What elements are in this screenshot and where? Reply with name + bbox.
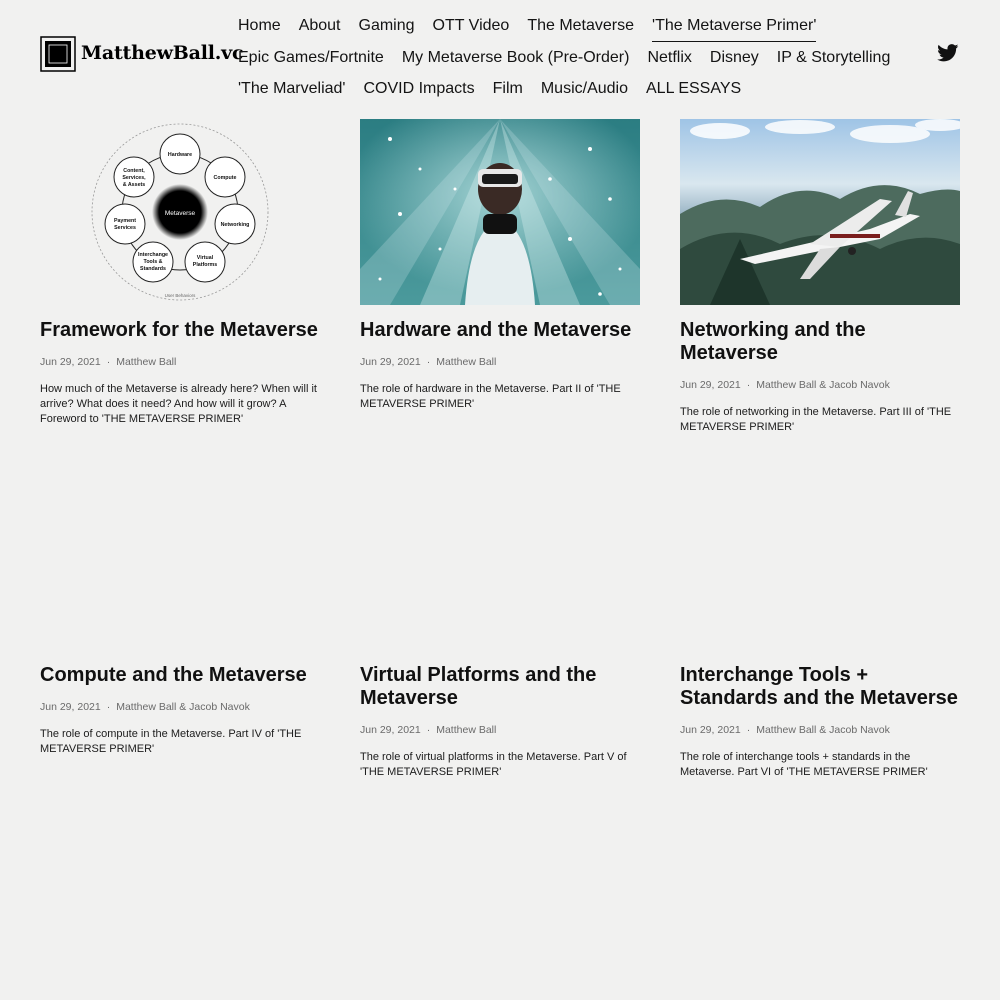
nav-item-covid-impacts[interactable]: COVID Impacts <box>363 80 475 98</box>
svg-text:& Assets: & Assets <box>122 182 146 188</box>
nav-item-ip-storytelling[interactable]: IP & Storytelling <box>776 48 891 66</box>
logo-mark-icon <box>40 36 74 70</box>
svg-text:Interchange: Interchange <box>137 252 169 258</box>
post-card <box>40 119 320 427</box>
post-title[interactable]: Hardware and the Metaverse <box>360 319 632 341</box>
main-nav <box>238 12 918 107</box>
post-author[interactable]: Matthew Ball & Jacob Navok <box>116 701 250 713</box>
post-date: Jun 29, 2021 <box>680 724 741 736</box>
meta-separator: · <box>746 724 751 736</box>
svg-text:Virtual: Virtual <box>196 255 214 261</box>
meta-separator: · <box>106 701 111 713</box>
nav-item-marveliad[interactable]: 'The Marveliad' <box>238 80 346 98</box>
diagram-center-label: Metaverse <box>164 210 196 217</box>
svg-text:Platforms: Platforms <box>192 262 218 268</box>
airplane-photo[interactable] <box>680 119 960 305</box>
site-title: MatthewBall.vc <box>81 42 244 64</box>
nav-item-the-metaverse[interactable]: The Metaverse <box>527 17 635 34</box>
post-date: Jun 29, 2021 <box>40 356 101 368</box>
post-title[interactable]: Networking and the Metaverse <box>680 319 866 364</box>
diagram-node-networking: Networking <box>220 222 250 228</box>
post-card <box>360 664 640 780</box>
diagram-node-compute: Compute <box>213 175 237 181</box>
svg-text:Payment: Payment <box>113 218 137 224</box>
nav-item-epic-games[interactable]: Epic Games/Fortnite <box>238 48 384 66</box>
meta-separator: · <box>426 724 431 736</box>
post-author[interactable]: Matthew Ball <box>116 356 177 368</box>
post-card <box>680 664 960 780</box>
svg-text:Tools &: Tools & <box>143 259 163 265</box>
post-meta <box>360 356 640 368</box>
nav-item-all-essays[interactable]: ALL ESSAYS <box>646 80 742 98</box>
meta-separator: · <box>746 379 751 391</box>
post-title[interactable]: Virtual Platforms and the Metaverse <box>360 664 597 709</box>
svg-text:Services: Services <box>114 225 136 231</box>
diagram-footer: User Behaviors <box>164 293 196 298</box>
svg-text:Standards: Standards <box>140 266 166 272</box>
post-date: Jun 29, 2021 <box>360 724 421 736</box>
post-meta <box>40 701 320 713</box>
vr-headset-photo[interactable] <box>360 119 640 305</box>
metaverse-framework-diagram[interactable] <box>40 119 320 305</box>
nav-item-about[interactable]: About <box>298 17 341 34</box>
post-title[interactable]: Framework for the Metaverse <box>40 319 318 341</box>
nav-item-disney[interactable]: Disney <box>709 48 759 66</box>
post-author[interactable]: Matthew Ball <box>436 724 497 736</box>
post-author[interactable]: Matthew Ball & Jacob Navok <box>756 379 890 391</box>
post-description: The role of networking in the Metaverse. Part III of 'THE METAVERSE PRIMER' <box>680 406 952 433</box>
post-meta <box>680 379 960 391</box>
post-date: Jun 29, 2021 <box>360 356 421 368</box>
meta-separator: · <box>426 356 431 368</box>
nav-item-ott-video[interactable]: OTT Video <box>432 17 510 34</box>
svg-text:Content,: Content, <box>123 168 145 174</box>
post-description: The role of hardware in the Metaverse. Part II of 'THE METAVERSE PRIMER' <box>360 383 621 410</box>
nav-item-metaverse-primer[interactable]: 'The Metaverse Primer' <box>652 12 816 42</box>
diagram-node-hardware: Hardware <box>167 152 193 158</box>
post-title[interactable]: Interchange Tools + Standards and the Metaverse <box>680 664 958 709</box>
svg-text:Services,: Services, <box>122 175 146 181</box>
post-meta <box>40 356 320 368</box>
post-card <box>680 119 960 435</box>
post-date: Jun 29, 2021 <box>40 701 101 713</box>
post-description: The role of interchange tools + standards in the Metaverse. Part VI of 'THE METAVERSE PRIMER' <box>680 751 928 778</box>
nav-item-netflix[interactable]: Netflix <box>647 48 692 66</box>
twitter-icon[interactable] <box>937 44 959 64</box>
post-meta <box>680 724 960 736</box>
post-card <box>40 664 320 757</box>
nav-item-music-audio[interactable]: Music/Audio <box>540 80 628 98</box>
site-logo[interactable] <box>40 36 243 70</box>
post-author[interactable]: Matthew Ball <box>436 356 497 368</box>
post-description: How much of the Metaverse is already here? When will it arrive? What does it need? And how will it grow? A Foreword to 'THE METAVERSE PRIMER' <box>40 383 317 425</box>
nav-item-film[interactable]: Film <box>492 80 523 98</box>
meta-separator: · <box>106 356 111 368</box>
post-date: Jun 29, 2021 <box>680 379 741 391</box>
nav-item-gaming[interactable]: Gaming <box>358 17 415 34</box>
nav-item-home[interactable]: Home <box>238 17 281 34</box>
post-meta <box>360 724 640 736</box>
post-card <box>360 119 640 412</box>
nav-item-metaverse-book[interactable]: My Metaverse Book (Pre-Order) <box>401 48 630 66</box>
post-description: The role of compute in the Metaverse. Part IV of 'THE METAVERSE PRIMER' <box>40 728 302 755</box>
post-description: The role of virtual platforms in the Metaverse. Part V of 'THE METAVERSE PRIMER' <box>360 751 627 778</box>
post-author[interactable]: Matthew Ball & Jacob Navok <box>756 724 890 736</box>
post-title[interactable]: Compute and the Metaverse <box>40 664 307 686</box>
